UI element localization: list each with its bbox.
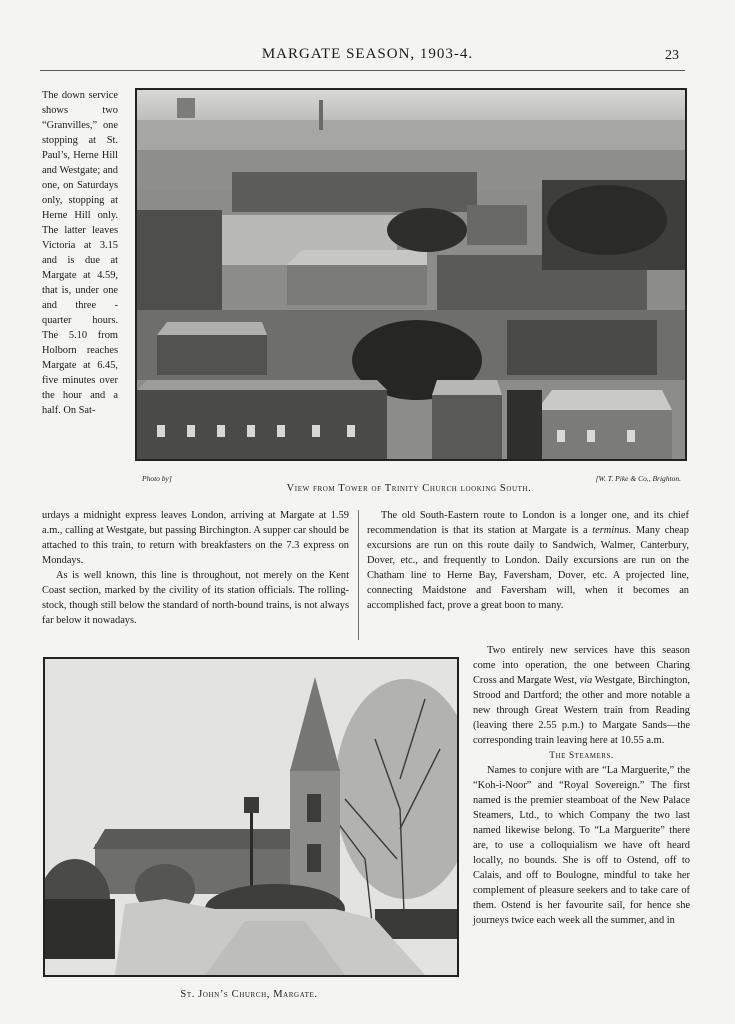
paragraph: Names to conjure with are “La Marguerite,” the “Koh-i-Noor” and “Royal Sovereign.” The first named is the premier steamboat of the New Palace Steamers, Ltd., to which Company the two last named likewise belong. To “La Marguerite” there are, to use a colloquialism we have oft heard locally, no bounds. She is off to Ostend, off to Calais, and off to Boulogne, mindful to take her complement of pleasure seekers and to take care of them. Ostend is her favourite sail, for hence she journeys twice each week all the summer, and in: [473, 765, 690, 926]
photo-caption-town-view: View from Tower of Trinity Church looking South.: [286, 483, 532, 494]
paragraph-emphasis: terminus.: [592, 525, 632, 536]
photo-credit-label: Photo by]: [142, 474, 172, 483]
paragraph: urdays a midnight express leaves London, arriving at Margate at 1.59 a.m., calling at Westgate, but passing Birchington. A supper car should be attached to this train, to return with breakfasters on the 7.3 express on Mondays.: [42, 510, 349, 566]
paragraph-text: Two entirely new services have this season come into operation, the one between Charing Cross and Margate West,: [473, 645, 690, 686]
photo-credit-name: [W. T. Pike & Co., Brighton.: [595, 474, 681, 483]
paragraph: [367, 508, 689, 613]
narrow-text-column: [42, 88, 118, 418]
right-text-column: [367, 508, 689, 613]
running-header-title: MARGATE SEASON, 1903-4.: [261, 46, 474, 62]
church-illustration: [45, 659, 457, 975]
section-heading-steamers: The Steamers.: [549, 750, 614, 761]
narrow-column-text: The down service shows two “Granvilles,” one stopping at St. Paul’s, Herne Hill and Westgate; and one, on Saturdays only, stopping at Herne Hill only. The latter leaves Victoria at 3.15 and is due at Margate at 4.59, that is, under one and three - quarter hours. The 5.10 from Holborn reaches Margate at 6.45, five minutes over the hour and a half. On Sat-: [42, 90, 118, 416]
photo-view-from-tower: [135, 88, 687, 461]
right-lower-text-column: [473, 643, 690, 928]
photo-caption-church: St. John’s Church, Margate.: [180, 989, 318, 1000]
page-number: 23: [665, 48, 679, 63]
photo-st-johns-church: [43, 657, 459, 977]
paragraph-text: Many cheap excursions are run on this route daily to Sandwich, Walmer, Canterbury, Dover, etc., and frequently to London. Daily excursions are run on the Chatham line to Herne Bay, Faversham, Dover, etc. A projected line, connecting Maidstone and Faversham will, when it becomes an accomplished fact, prove a great boon to many.: [367, 525, 689, 611]
paragraph-emphasis: via: [579, 675, 593, 686]
left-text-column: [42, 508, 349, 628]
paragraph: As is well known, this line is throughout, not merely on the Kent Coast section, marked by the civility of its station officials. The rolling-stock, though still below the standard of north-bound trains, is not always far below it nowadays.: [42, 570, 349, 626]
paragraph-text: Westgate, Birchington, Strood and Dartford; the other and more notable a new through Great Western train from Reading (leaving there 2.55 p.m.) to Margate Sands—the corresponding train leaving here at 10.55 a.m.: [473, 675, 690, 746]
header-rule: [40, 70, 685, 71]
paragraph: [473, 643, 690, 748]
town-view-illustration: [137, 90, 685, 459]
paragraph-text: The old South-Eastern route to London is a longer one, and its chief recommendation is that its station at Margate is a: [367, 510, 689, 536]
column-divider: [358, 510, 359, 640]
